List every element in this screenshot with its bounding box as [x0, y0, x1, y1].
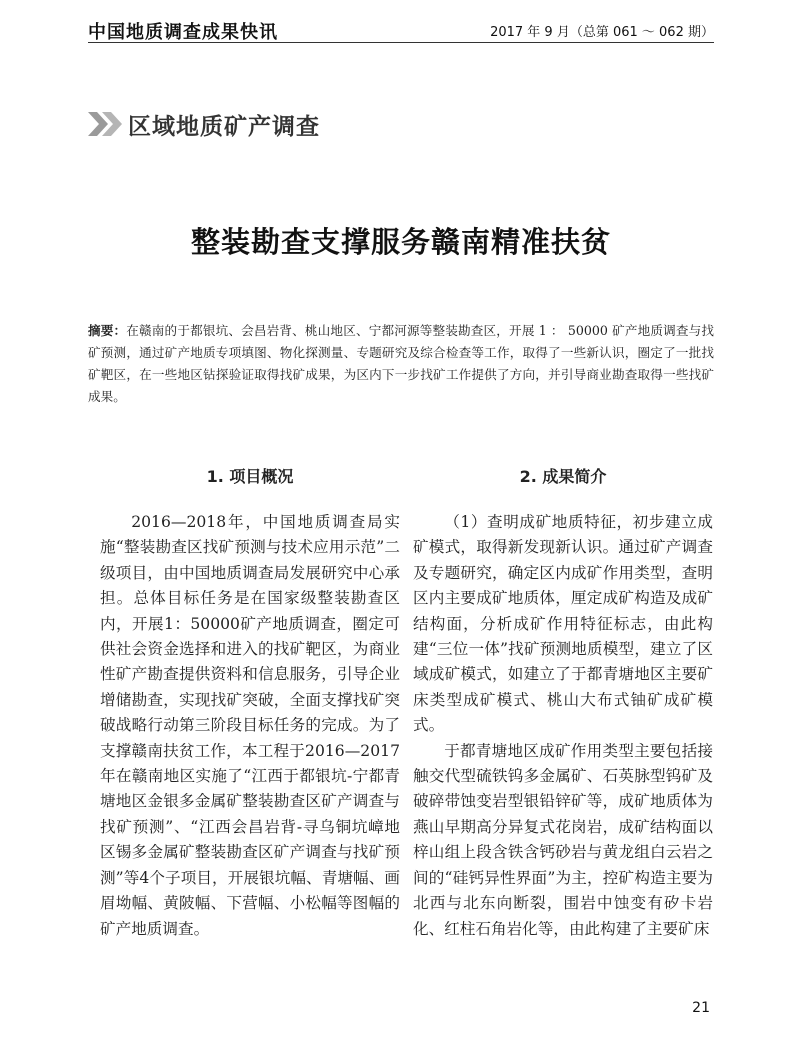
header-rule [88, 42, 714, 43]
section-title: 区域地质矿产调查 [128, 112, 320, 140]
paragraph: 于都青塘地区成矿作用类型主要包括接触交代型硫铁钨多金属矿、石英脉型钨矿及破碎带蚀变岩型银铅锌矿等，成矿地质体为燕山早期高分异复式花岗岩，成矿结构面以梓山组上段含铁含钙砂岩与黄龙组白云岩之间的“硅钙异性界面”为主，控矿构造主要为北西与北东向断裂，围岩中蚀变有矽卡岩化、红柱石角岩化等，由此构建了主要矿床 [413, 741, 713, 938]
section-banner [88, 104, 320, 144]
running-header [88, 12, 714, 42]
abstract-text: 在赣南的于都银坑、会昌岩背、桃山地区、宁都河源等整装勘查区，开展 1 ： 50000 矿产地质调查与找矿预测，通过矿产地质专项填图、物化探测量、专题研究及综合检查等工作，取得了一些新认识，圈定了一批找矿靶区，在一些地区钻探验证取得找矿成果，为区内下一步找矿工作提供了方向，并引导商业勘查取得一些找矿成果。 [88, 323, 714, 404]
abstract [88, 320, 714, 408]
article-title: 整装勘查支撑服务赣南精准扶贫 [190, 225, 611, 259]
left-column [100, 462, 400, 942]
double-chevron-right-icon [88, 110, 126, 138]
issue-info: 2017 年 9 月（总第 061 ～ 062 期） [490, 25, 714, 40]
section-heading-project-overview: 1. 项目概况 [206, 467, 294, 486]
page-number: 21 [692, 1000, 710, 1016]
paragraph: 2016—2018年，中国地质调查局实施“整装勘查区找矿预测与技术应用示范”二级项目，由中国地质调查局发展研究中心承担。总体目标任务是在国家级整装勘查区内，开展1：50000矿产地质调查，圈定可供社会资金选择和进入的找矿靶区，为商业性矿产勘查提供资料和信息服务，引导企业增储勘查，实现找矿突破，全面支撑找矿突破战略行动第三阶段目标任务的完成。为了支撑赣南扶贫工作，本工程于2016—2017年在赣南地区实施了“江西于都银坑-宁都青塘地区金银多金属矿整装勘查区矿产调查与找矿预测”、“江西会昌岩背-寻乌铜坑嶂地区锡多金属矿整装勘查区矿产调查与找矿预测”等4个子项目，开展银坑幅、青塘幅、画眉坳幅、黄陂幅、下营幅、小松幅等图幅的矿产地质调查。 [100, 513, 400, 938]
journal-title: 中国地质调查成果快讯 [88, 22, 278, 43]
abstract-label: 摘要： [88, 323, 127, 338]
right-column [413, 462, 713, 942]
section-heading-results: 2. 成果简介 [519, 467, 607, 486]
paragraph: （1）查明成矿地质特征，初步建立成矿模式，取得新发现新认识。通过矿产调查及专题研究，确定区内成矿作用类型，查明区内主要成矿地质体，厘定成矿构造及成矿结构面，分析成矿作用特征标志，由此构建“三位一体”找矿预测地质模型，建立了区域成矿模式，如建立了于都青塘地区主要矿床类型成矿模式、桃山大布式铀矿成矿模式。 [413, 513, 713, 735]
